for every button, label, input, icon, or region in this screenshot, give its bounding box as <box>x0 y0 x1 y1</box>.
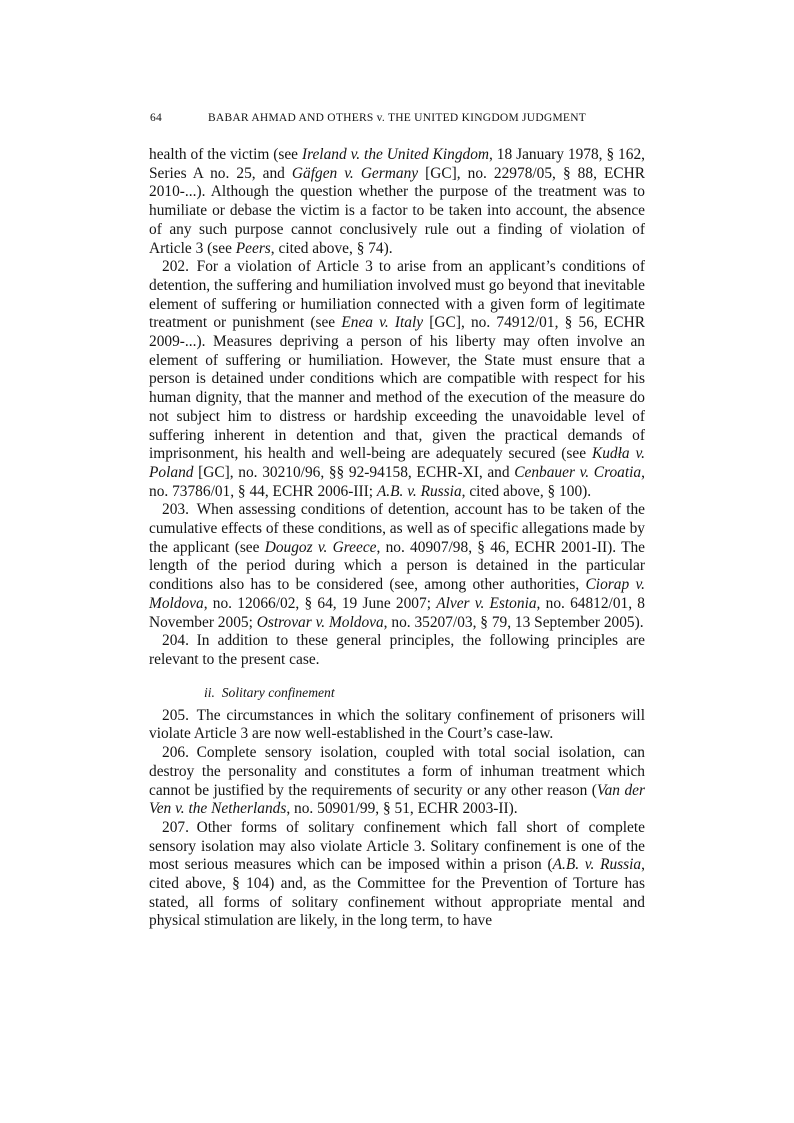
case-citation-text: ii. Solitary confinement <box>204 684 335 700</box>
page-number: 64 <box>150 112 162 124</box>
body-text: , no. 35207/03, § 79, 13 September 2005). <box>383 613 644 631</box>
case-citation-text: Gäfgen v. Germany <box>291 164 419 182</box>
running-title: BABAR AHMAD AND OTHERS v. THE UNITED KINGDOM JUDGMENT <box>207 112 587 124</box>
body-text: 207. Other forms of solitary confinement which fall short of complete sensory isolation may also violate Article 3. Solitary confinement is one of the most serious measures which can be imposed within a prison ( <box>149 818 645 874</box>
body-text: 205. The circumstances in which the solitary confinement of prisoners will violate Article 3 are now well-established in the Court’s case-law. <box>149 706 645 743</box>
paragraph <box>149 819 645 931</box>
case-citation-text: Cenbauer v. Croatia <box>514 463 642 481</box>
body-text: , no. 50901/99, § 51, ECHR 2003-II). <box>286 800 518 818</box>
document-body <box>149 146 645 931</box>
body-text: , cited above, § 104) and, as the Committee for the Prevention of Torture has stated, all forms of solitary confinement without appropriate mental and physical stimulation are likely, in the long term, to have <box>149 856 645 930</box>
paragraph <box>149 707 645 744</box>
case-citation-text: Alver v. Estonia <box>436 594 537 612</box>
body-text: , no. 64812/01, 8 November 2005; <box>149 594 645 631</box>
body-text: 203. When assessing conditions of detention, account has to be taken of the cumulative effects of these conditions, as well as of specific allegations made by the applicant (see <box>149 501 645 556</box>
case-citation-text: A.B. v. Russia <box>376 482 462 500</box>
case-citation-text: Ciorap v. Moldova <box>149 576 645 612</box>
case-citation-text: Peers <box>235 239 271 257</box>
section-subheading <box>204 684 645 701</box>
body-text: 204. In addition to these general principles, the following principles are relevant to the present case. <box>149 632 645 668</box>
body-text: [GC], no. 74912/01, § 56, ECHR 2009-...). Measures depriving a person of his liberty may often involve an element of suffering or humiliation. However, the State must ensure that a person is detained under conditions which are compatible with respect for his human dignity, that the manner and method of the execution of the measure do not subject him to distress or hardship exceeding the unavoidable level of suffering inherent in detention and that, given the practical demands of imprisonment, his health and well-being are adequately secured (see <box>149 314 646 463</box>
case-citation-text: Enea v. Italy <box>341 314 424 332</box>
case-citation-text: Kudła v. Poland <box>149 445 645 481</box>
body-text: , no. 40907/98, § 46, ECHR 2001-II). The length of the period during which a person is detained in the particular conditions also has to be considered (see, among other authorities, <box>149 538 645 594</box>
body-text: 202. For a violation of Article 3 to arise from an applicant’s conditions of detention, the suffering and humiliation involved must go beyond that inevitable element of suffering or humiliation connected with a given form of legitimate treatment or punishment (see <box>149 258 645 332</box>
body-text: , cited above, § 100). <box>461 482 592 500</box>
paragraph <box>149 501 645 632</box>
body-text: , no. 12066/02, § 64, 19 June 2007; <box>203 594 437 612</box>
paragraph <box>149 258 645 501</box>
paragraph <box>149 744 645 819</box>
case-citation-text: Dougoz v. Greece <box>264 538 377 556</box>
body-text: [GC], no. 30210/96, §§ 92-94158, ECHR-XI, and <box>193 463 515 481</box>
body-text: health of the victim (see <box>149 146 302 163</box>
case-citation-text: A.B. v. Russia <box>552 856 642 874</box>
body-text: , cited above, § 74). <box>270 239 393 257</box>
page-header <box>149 112 645 124</box>
case-citation-text: Ireland v. the United Kingdom <box>301 146 490 163</box>
body-text: 206. Complete sensory isolation, coupled with total social isolation, can destroy the personality and constitutes a form of inhuman treatment which cannot be justified by the requirements of security or any other reason ( <box>149 744 645 799</box>
case-citation-text: Ostrovar v. Moldova <box>256 613 384 631</box>
body-text: , no. 73786/01, § 44, ECHR 2006-III; <box>149 463 645 500</box>
case-citation-text: Van der Ven v. the Netherlands <box>149 781 645 818</box>
paragraph <box>149 632 645 669</box>
paragraph <box>149 146 645 258</box>
body-text: , 18 January 1978, § 162, Series A no. 25, and <box>149 146 645 182</box>
body-text: [GC], no. 22978/05, § 88, ECHR 2010-...). Although the question whether the purpose of the treatment was to humiliate or debase the victim is a factor to be taken into account, the absence of any such purpose cannot conclusively rule out a finding of violation of Article 3 (see <box>149 164 645 257</box>
